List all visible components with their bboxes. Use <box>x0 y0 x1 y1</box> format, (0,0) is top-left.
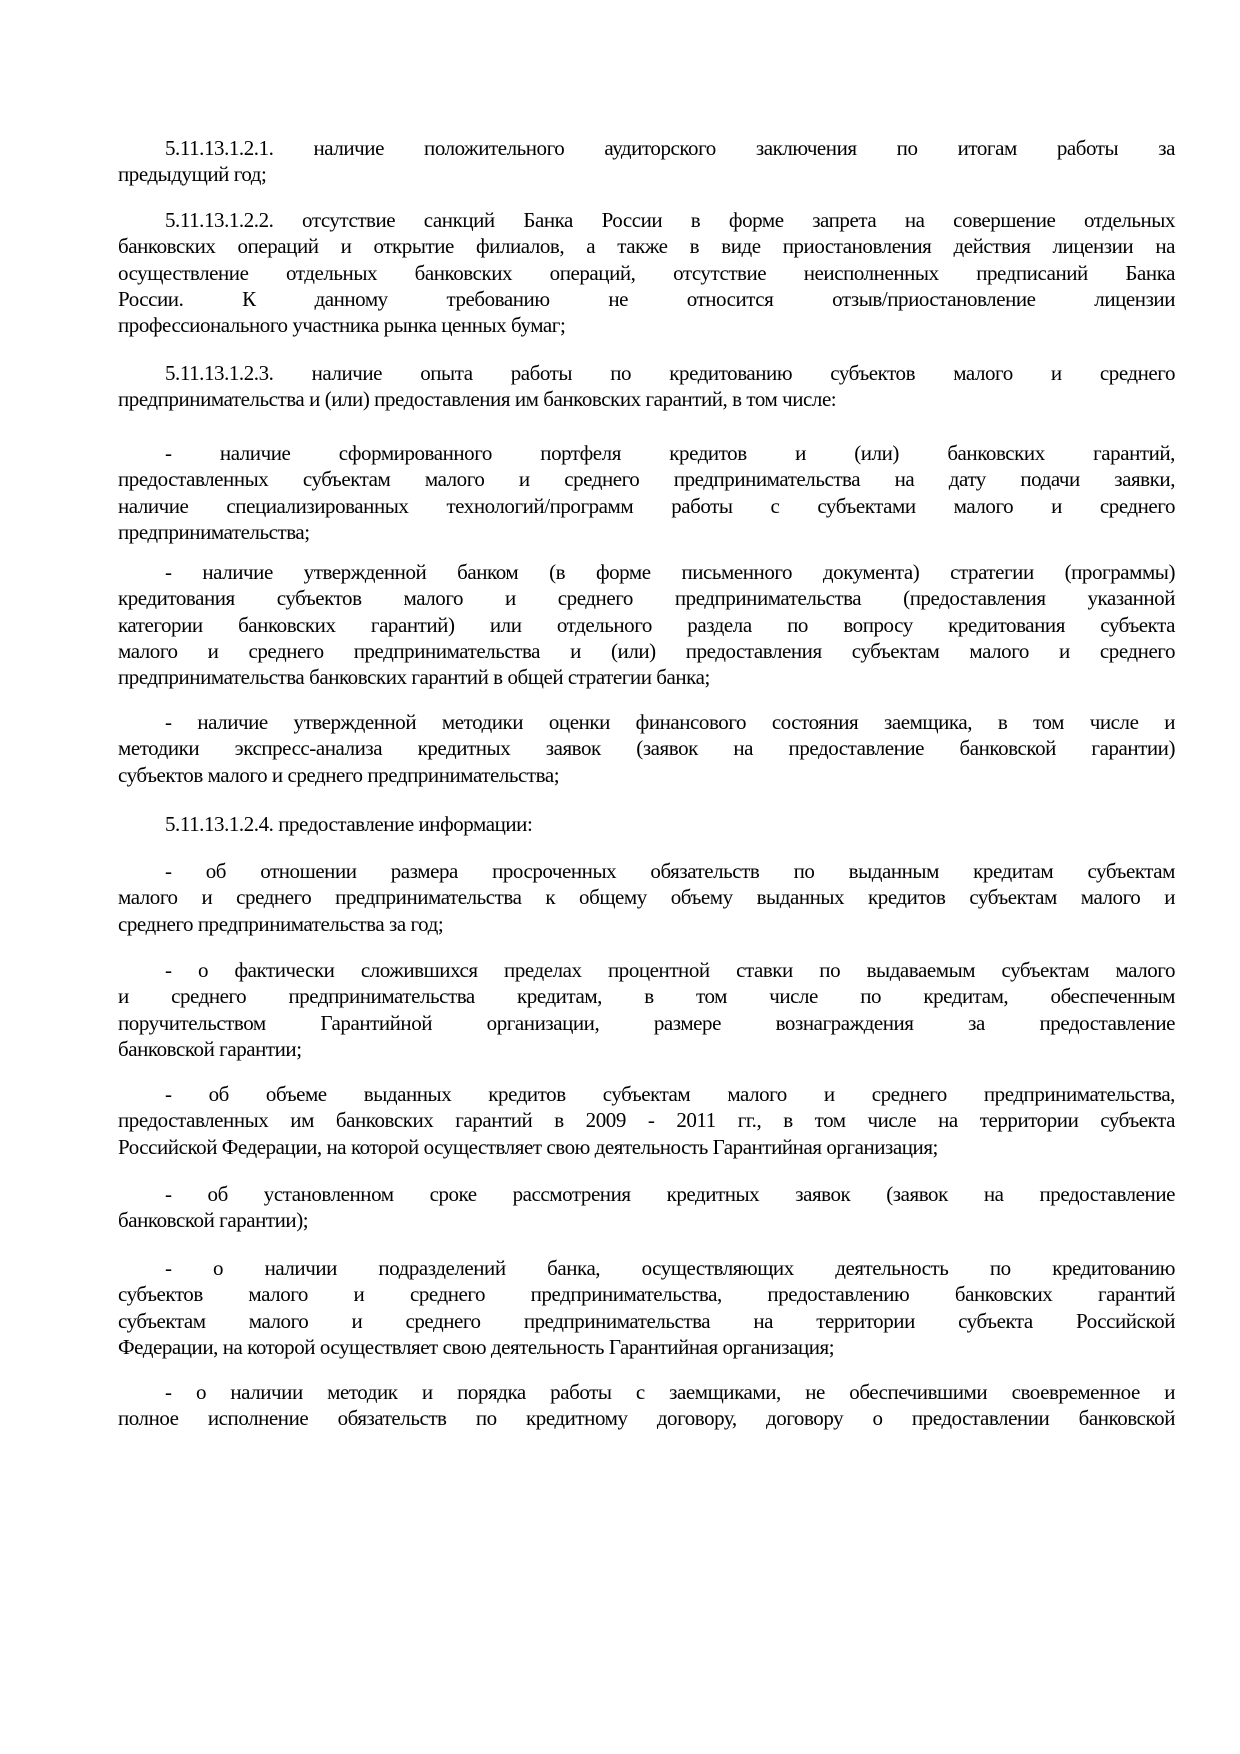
text-line: методики экспресс-анализа кредитных заявок (заявок на предоставление банковской гарантии) <box>118 736 1175 761</box>
text-line: Федерации, на которой осуществляет свою деятельность Гарантийная организация; <box>118 1334 835 1359</box>
paragraph <box>118 207 1175 338</box>
text-line: - об установленном сроке рассмотрения кредитных заявок (заявок на предоставление <box>165 1182 1175 1206</box>
text-line: предоставленных им банковских гарантий в 2009 - 2011 гг., в том числе на территории субъекта <box>118 1108 1175 1133</box>
text-line: наличие специализированных технологий/программ работы с субъектами малого и среднего <box>118 493 1175 518</box>
paragraph <box>118 858 1175 937</box>
paragraph <box>118 440 1175 545</box>
paragraph <box>118 1181 1175 1234</box>
text-line: - о наличии методик и порядка работы с заемщиками, не обеспечившими своевременное и <box>165 1380 1175 1404</box>
text-line: категории банковских гарантий) или отдельного раздела по вопросу кредитования субъекта <box>118 612 1175 637</box>
text-line: субъектов малого и среднего предпринимательства; <box>118 762 560 787</box>
text-line: среднего предпринимательства за год; <box>118 911 444 936</box>
paragraph <box>118 709 1175 788</box>
paragraph <box>118 1255 1175 1360</box>
text-line: - наличие утвержденной банком (в форме письменного документа) стратегии (программы) <box>165 560 1175 584</box>
paragraph <box>118 1081 1175 1160</box>
text-line: осуществление отдельных банковских операций, отсутствие неисполненных предписаний Банка <box>118 260 1175 285</box>
text-line: банковской гарантии); <box>118 1208 309 1233</box>
text-line: банковских операций и открытие филиалов, а также в виде приостановления действия лицензии на <box>118 234 1175 259</box>
text-line: России. К данному требованию не относится отзыв/приостановление лицензии <box>118 286 1175 311</box>
text-line: полное исполнение обязательств по кредитному договору, договору о предоставлении банковской <box>118 1406 1175 1431</box>
text-line: 5.11.13.1.2.2. отсутствие санкций Банка России в форме запрета на совершение отдельных <box>165 208 1175 232</box>
paragraph <box>118 135 1175 188</box>
text-line: - о наличии подразделений банка, осуществляющих деятельность по кредитованию <box>165 1256 1175 1280</box>
text-line: субъектов малого и среднего предпринимательства, предоставлению банковских гарантий <box>118 1282 1175 1307</box>
text-line: предпринимательства банковских гарантий в общей стратегии банка; <box>118 665 710 690</box>
paragraph <box>118 360 1175 413</box>
text-line: профессионального участника рынка ценных бумаг; <box>118 313 566 338</box>
text-line: предпринимательства; <box>118 519 310 544</box>
text-line: субъектам малого и среднего предпринимательства на территории субъекта Российской <box>118 1308 1175 1333</box>
text-line: малого и среднего предпринимательства и (или) предоставления субъектам малого и среднего <box>118 638 1175 663</box>
text-line: малого и среднего предпринимательства к общему объему выданных кредитов субъектам малого и <box>118 885 1175 910</box>
text-line: банковской гарантии; <box>118 1036 302 1061</box>
text-line: - наличие сформированного портфеля кредитов и (или) банковских гарантий, <box>165 441 1175 465</box>
paragraph <box>118 811 1175 837</box>
text-line: Российской Федерации, на которой осуществляет свою деятельность Гарантийная организация; <box>118 1134 938 1159</box>
text-line: и среднего предпринимательства кредитам, в том числе по кредитам, обеспеченным <box>118 984 1175 1009</box>
text-line: - об объеме выданных кредитов субъектам малого и среднего предпринимательства, <box>165 1082 1175 1106</box>
text-line: - о фактически сложившихся пределах процентной ставки по выдаваемым субъектам малого <box>165 958 1175 982</box>
text-line: - об отношении размера просроченных обязательств по выданным кредитам субъектам <box>165 859 1175 883</box>
paragraph <box>118 957 1175 1062</box>
text-line: 5.11.13.1.2.1. наличие положительного аудиторского заключения по итогам работы за <box>165 136 1175 160</box>
paragraph <box>118 1379 1175 1432</box>
text-line: поручительством Гарантийной организации, размере вознаграждения за предоставление <box>118 1010 1175 1035</box>
text-line: 5.11.13.1.2.3. наличие опыта работы по кредитованию субъектов малого и среднего <box>165 361 1175 385</box>
text-line: кредитования субъектов малого и среднего предпринимательства (предоставления указанной <box>118 586 1175 611</box>
paragraph <box>118 559 1175 690</box>
text-line: предпринимательства и (или) предоставления им банковских гарантий, в том числе: <box>118 387 837 412</box>
text-line: предыдущий год; <box>118 162 267 187</box>
text-line: - наличие утвержденной методики оценки финансового состояния заемщика, в том числе и <box>165 710 1175 734</box>
text-line: предоставленных субъектам малого и среднего предпринимательства на дату подачи заявки, <box>118 467 1175 492</box>
text-line: 5.11.13.1.2.4. предоставление информации: <box>165 812 533 836</box>
